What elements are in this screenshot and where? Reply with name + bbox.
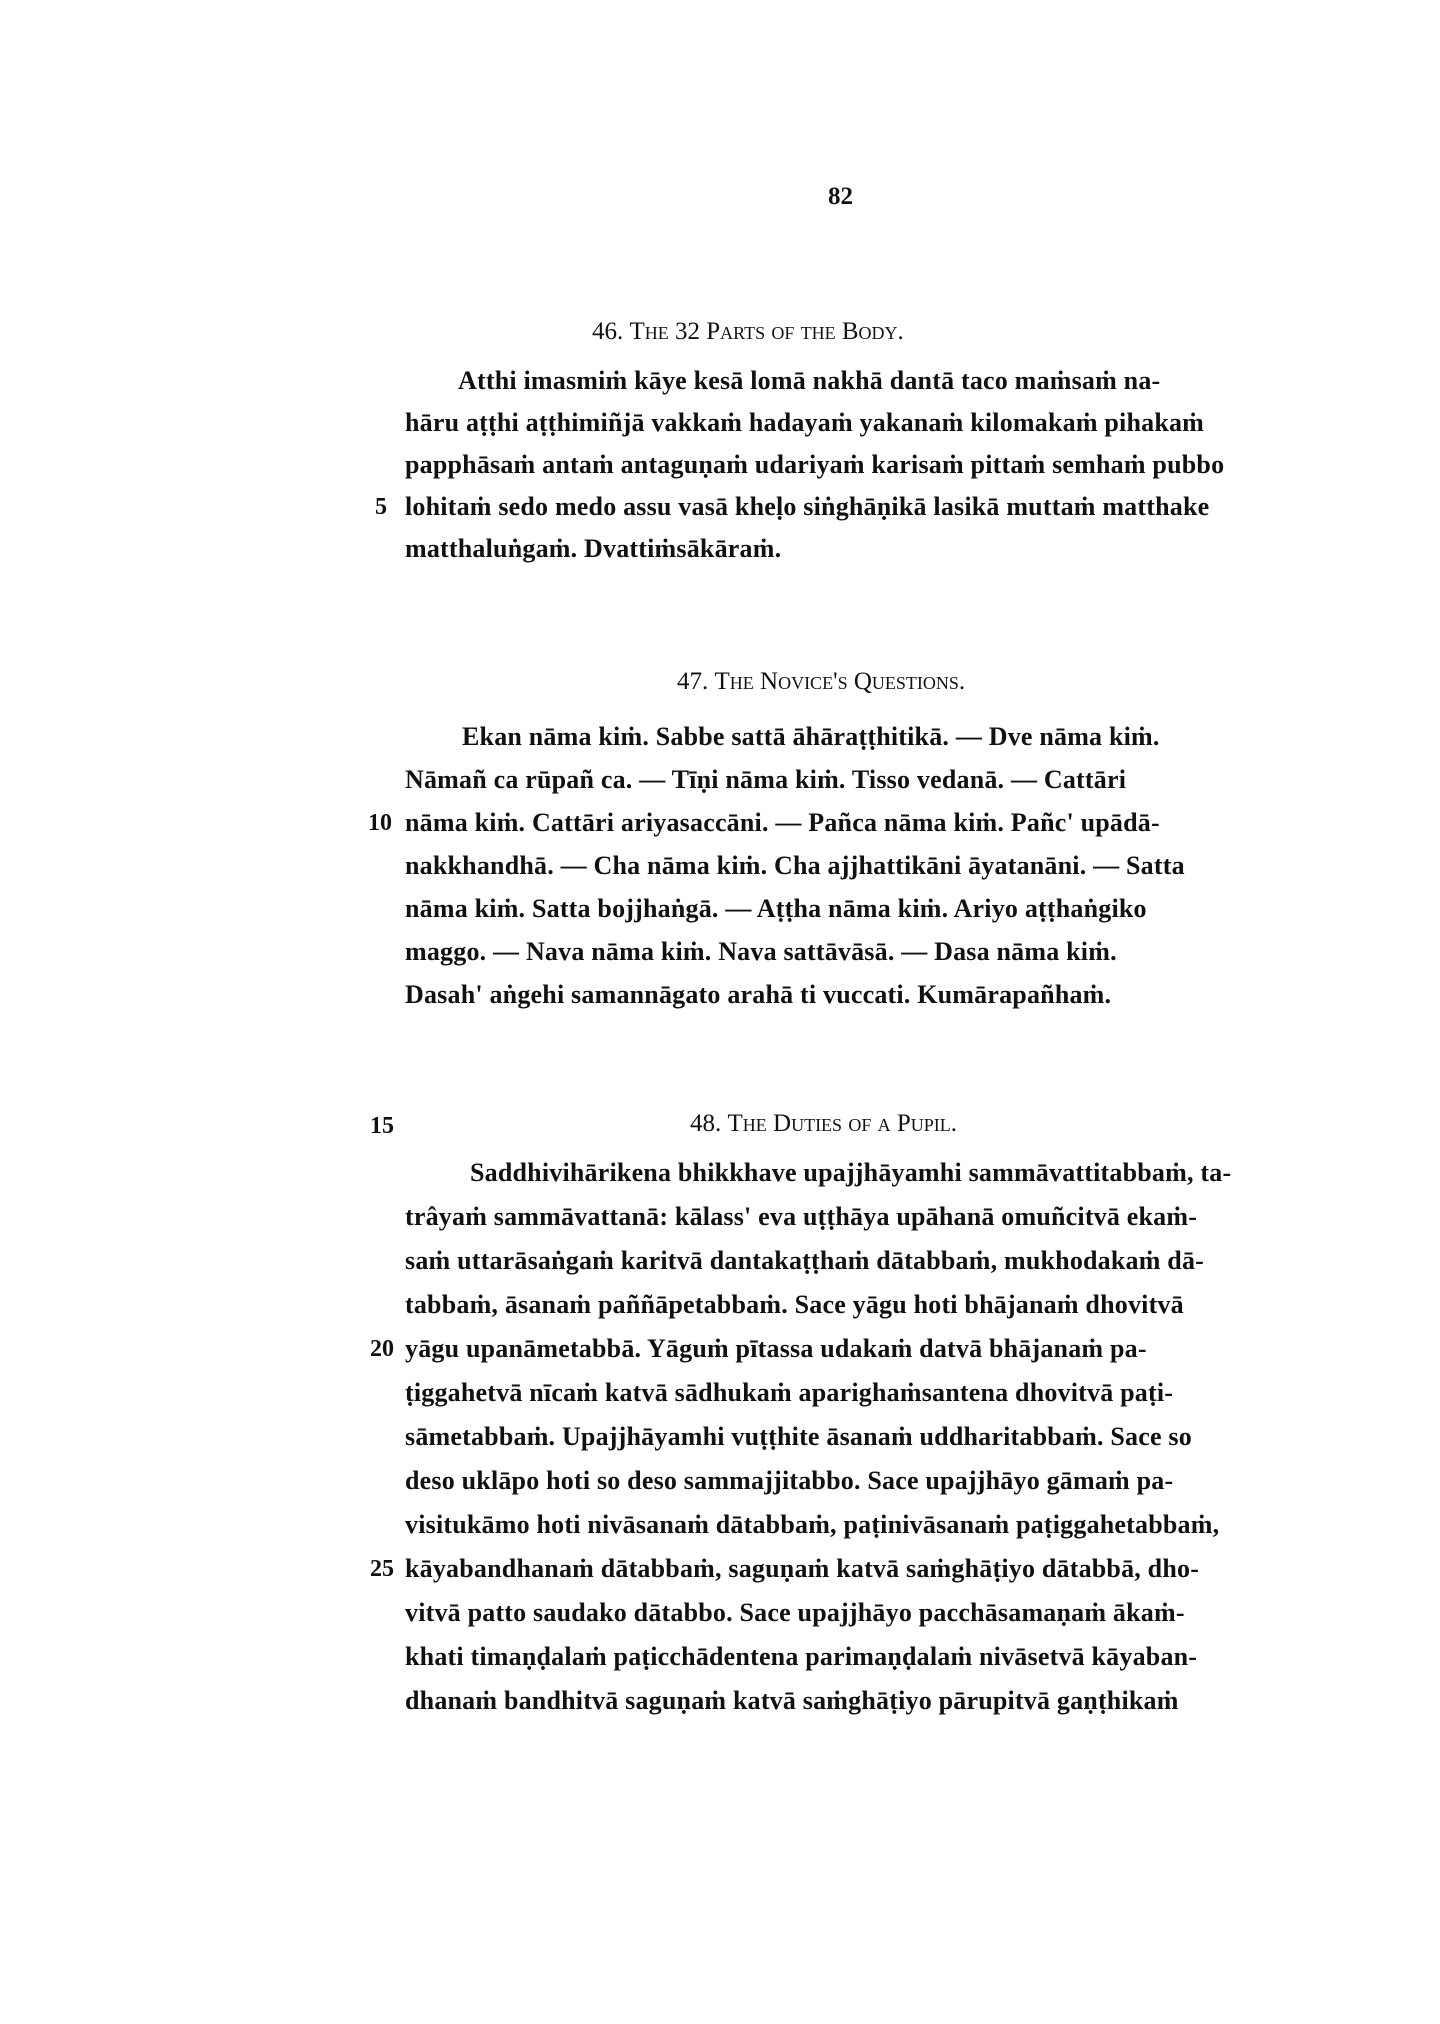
section-48-line-3: saṁ uttarāsaṅgaṁ karitvā dantakaṭṭhaṁ dātabbaṁ, mukhodakaṁ dā- [405, 1246, 1205, 1275]
section-46-line-4: lohitaṁ sedo medo assu vasā kheḷo siṅghāṇikā lasikā muttaṁ matthake [405, 492, 1210, 521]
section-48-heading [690, 1110, 957, 1138]
line-number-5: 5 [375, 494, 387, 520]
section-47-title: The Novice's Questions. [714, 668, 966, 695]
line-number-15: 15 [370, 1113, 394, 1139]
section-48-line-1: Saddhivihārikena bhikkhave upajjhāyamhi sammāvattitabbaṁ, ta- [470, 1158, 1232, 1187]
section-46-heading [592, 318, 904, 346]
section-47-line-7: Dasah' aṅgehi samannāgato arahā ti vuccati. Kumārapañhaṁ. [405, 980, 1112, 1009]
section-46-line-2: hāru aṭṭhi aṭṭhimiñjā vakkaṁ hadayaṁ yakanaṁ kilomakaṁ pihakaṁ [405, 408, 1205, 437]
section-46-title: The 32 Parts of the Body. [629, 318, 904, 345]
section-48-line-8: deso uklāpo hoti so deso sammajjitabbo. Sace upajjhāyo gāmaṁ pa- [405, 1466, 1174, 1495]
section-48-line-10: kāyabandhanaṁ dātabbaṁ, saguṇaṁ katvā saṁghāṭiyo dātabbā, dho- [405, 1554, 1200, 1583]
section-48-line-13: dhanaṁ bandhitvā saguṇaṁ katvā saṁghāṭiyo pārupitvā gaṇṭhikaṁ [405, 1686, 1179, 1715]
section-47-line-4: nakkhandhā. — Cha nāma kiṁ. Cha ajjhattikāni āyatanāni. — Satta [405, 851, 1185, 880]
section-48-line-11: vitvā patto saudako dātabbo. Sace upajjhāyo pacchāsamaṇaṁ ākaṁ- [405, 1598, 1185, 1627]
section-48-line-5: yāgu upanāmetabbā. Yāguṁ pītassa udakaṁ datvā bhājanaṁ pa- [405, 1334, 1147, 1363]
section-48-line-12: khati timaṇḍalaṁ paṭicchādentena parimaṇḍalaṁ nivāsetvā kāyaban- [405, 1642, 1198, 1671]
page-number: 82 [828, 183, 853, 210]
section-47-number: 47. [677, 668, 709, 695]
section-48-number: 48. [690, 1110, 722, 1137]
section-48-title: The Duties of a Pupil. [727, 1110, 957, 1137]
section-47-line-2: Nāmañ ca rūpañ ca. — Tīṇi nāma kiṁ. Tisso vedanā. — Cattāri [405, 765, 1127, 794]
section-47-line-5: nāma kiṁ. Satta bojjhaṅgā. — Aṭṭha nāma kiṁ. Ariyo aṭṭhaṅgiko [405, 894, 1147, 923]
section-48-line-6: ṭiggahetvā nīcaṁ katvā sādhukaṁ aparighaṁsantena dhovitvā paṭi- [405, 1378, 1174, 1407]
section-46-line-3: papphāsaṁ antaṁ antaguṇaṁ udariyaṁ karisaṁ pittaṁ semhaṁ pubbo [405, 450, 1225, 479]
section-47-line-6: maggo. — Nava nāma kiṁ. Nava sattāvāsā. — Dasa nāma kiṁ. [405, 937, 1117, 966]
section-47-heading [677, 668, 965, 696]
section-46-line-5: matthaluṅgaṁ. Dvattiṁsākāraṁ. [405, 534, 782, 563]
section-48-line-9: visitukāmo hoti nivāsanaṁ dātabbaṁ, paṭinivāsanaṁ paṭiggahetabbaṁ, [405, 1510, 1220, 1539]
line-number-10: 10 [368, 810, 392, 836]
section-48-line-2: trâyaṁ sammāvattanā: kālass' eva uṭṭhāya upāhanā omuñcitvā ekaṁ- [405, 1202, 1198, 1231]
line-number-25: 25 [370, 1556, 394, 1582]
line-number-20: 20 [370, 1336, 394, 1362]
section-46-number: 46. [592, 318, 624, 345]
section-48-line-7: sāmetabbaṁ. Upajjhāyamhi vuṭṭhite āsanaṁ uddharitabbaṁ. Sace so [405, 1422, 1192, 1451]
section-46-line-1: Atthi imasmiṁ kāye kesā lomā nakhā dantā taco maṁsaṁ na- [458, 366, 1161, 395]
section-48-line-4: tabbaṁ, āsanaṁ paññāpetabbaṁ. Sace yāgu hoti bhājanaṁ dhovitvā [405, 1290, 1184, 1319]
section-47-line-1: Ekan nāma kiṁ. Sabbe sattā āhāraṭṭhitikā. — Dve nāma kiṁ. [462, 722, 1160, 751]
section-47-line-3: nāma kiṁ. Cattāri ariyasaccāni. — Pañca nāma kiṁ. Pañc' upādā- [405, 808, 1160, 837]
